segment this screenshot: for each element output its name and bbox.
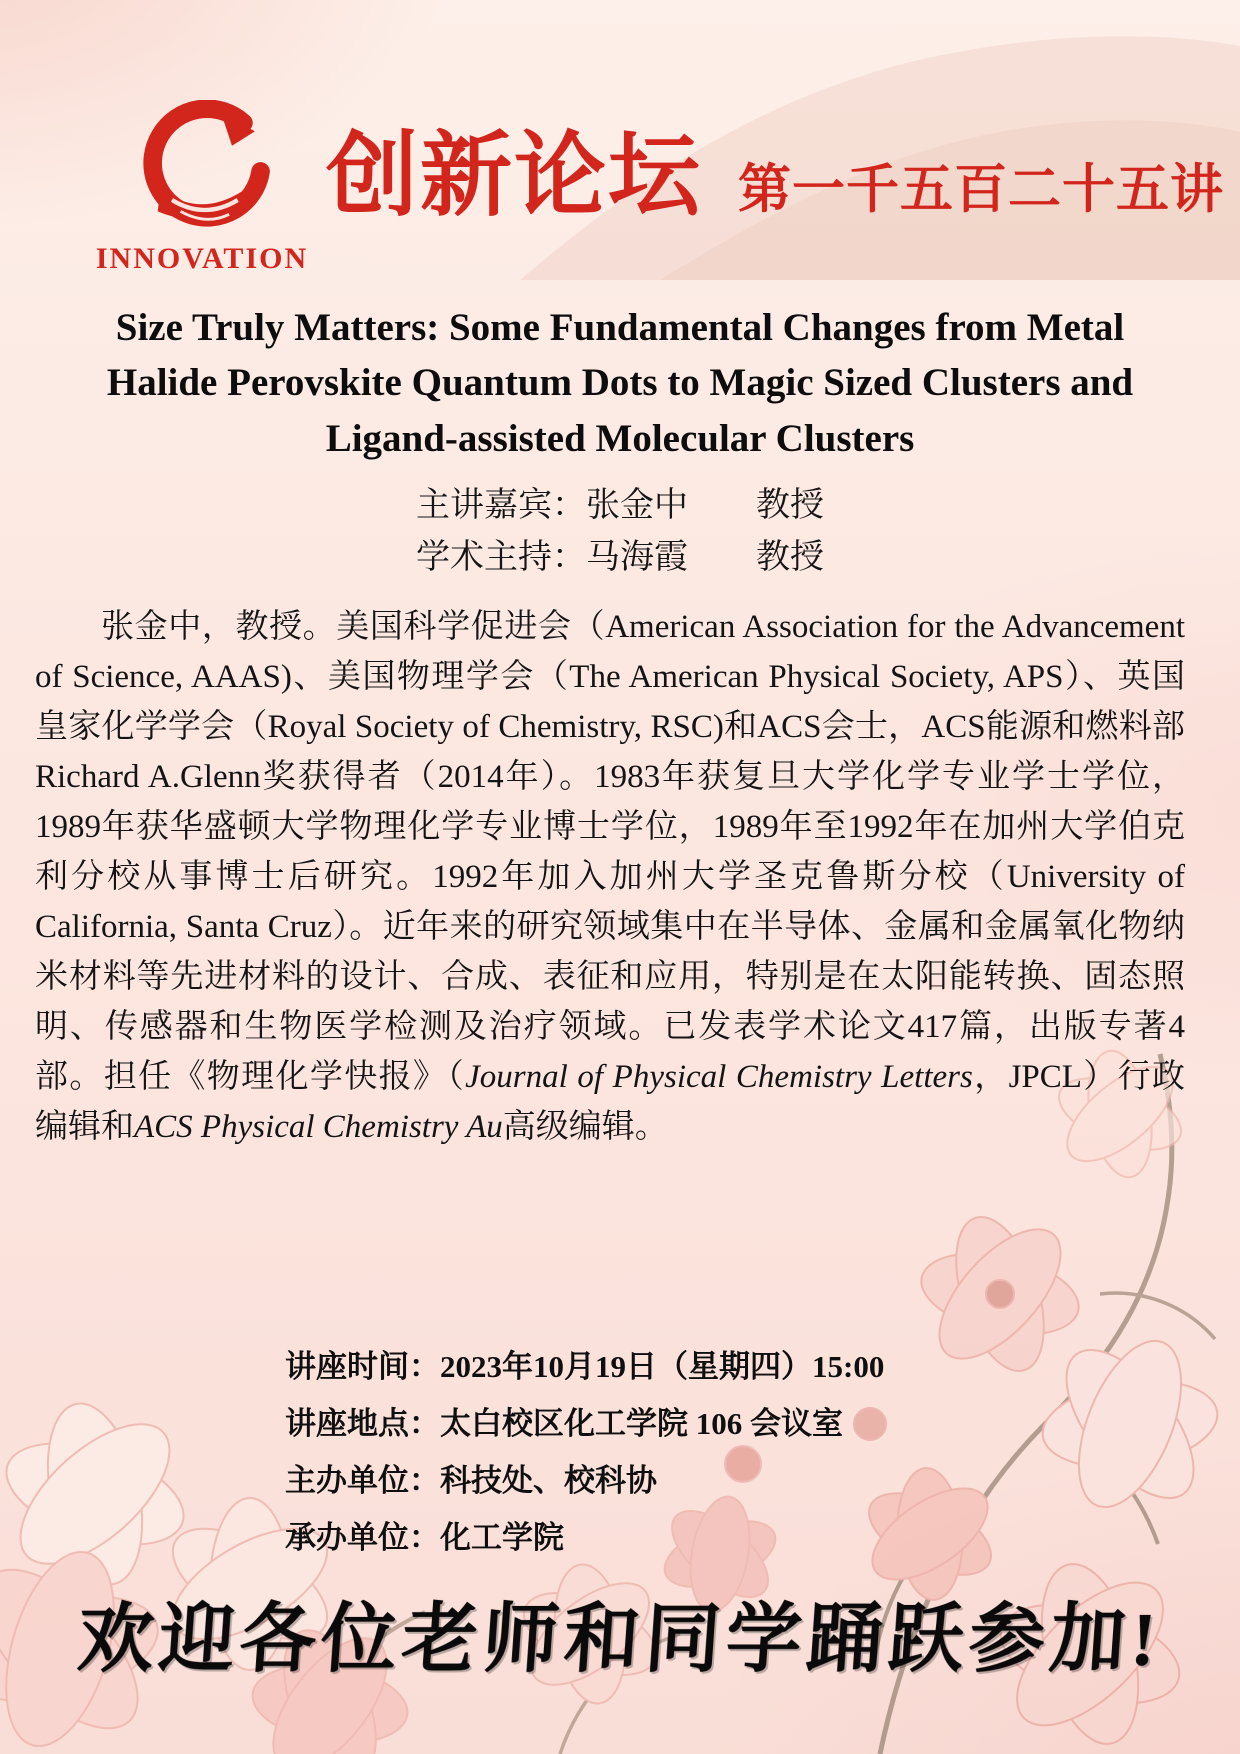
bio-text: ，JPCL）行政编辑和 [35,1059,1186,1146]
header-title-row [312,125,1225,227]
organizer-label: 主办单位： [285,1463,440,1498]
bio-text: 高级编辑。 [502,1109,668,1146]
guest-speaker-line [0,480,1240,532]
lecture-time-row [285,1338,884,1395]
guest-speaker-title: 教授 [756,487,824,525]
welcome-message: 欢迎各位老师和同学踊跃参加! [74,1598,1165,1682]
lecture-details [285,1338,884,1566]
organizer-row [285,1452,884,1509]
academic-host-title: 教授 [756,539,824,577]
bio-journal-name-italic: ACS Physical Chemistry Au [134,1109,503,1146]
co-organizer-row [285,1509,884,1566]
academic-host-line [0,532,1240,584]
speakers-block [0,480,1240,584]
lecture-time-label: 讲座时间： [285,1349,440,1384]
bio-text: 张金中，教授。美国科学促进会（American Association for the Advancement of Science, AAAS)、美国物理学会（The American Physical Society, APS）、英国皇家化学学会（Royal Society of Chemistry, RSC)和ACS会士，ACS能源和燃料部Richard A.Glenn奖获得者（2014年）。1983年获复旦大学化学专业学士学位，1989年获华盛顿大学物理化学专业博士学位，1989年至1992年在加州大学伯克利分校从事博士后研究。1992年加入加州大学圣克鲁斯分校（University of California, Santa Cruz）。近年来的研究领域集中在半导体、金属和金属氧化物纳米材料等先进材料的设计、合成、表征和应用，特别是在太阳能转换、固态照明、传感器和生物医学检测及治疗领域。已发表学术论文417篇，出版专著4部。担任《物理化学快报》（ [35,609,1185,1096]
lecture-time-value: 2023年10月19日（星期四）15:00 [440,1349,885,1384]
lecture-location-label: 讲座地点： [285,1406,440,1441]
forum-title: 创新论坛 [326,125,703,227]
co-organizer-label: 承办单位： [285,1520,440,1555]
lecture-location-value: 太白校区化工学院 106 会议室 [440,1406,843,1441]
lecture-location-row [285,1395,884,1452]
academic-host-name: 马海霞 [586,539,688,577]
co-organizer-value: 化工学院 [440,1520,564,1555]
innovation-logo [92,100,312,274]
bio-journal-name-italic: Journal of Physical Chemistry Letters [465,1059,973,1096]
logo-wordmark: INNOVATION [95,242,309,275]
academic-host-label: 学术主持： [416,539,586,577]
innovation-logo-icon [123,100,281,240]
lecture-title-english: Size Truly Matters: Some Fundamental Changes from Metal Halide Perovskite Quantum Dots to Magic Sized Clusters and Ligand-assisted Molecular Clusters [106,306,1134,460]
guest-speaker-name: 张金中 [586,487,688,525]
lecture-number: 第一千五百二十五讲 [738,161,1225,219]
organizer-value: 科技处、校科协 [440,1463,657,1498]
speaker-biography [35,602,1185,1152]
guest-speaker-label: 主讲嘉宾： [416,487,586,525]
poster-header [0,0,1240,274]
